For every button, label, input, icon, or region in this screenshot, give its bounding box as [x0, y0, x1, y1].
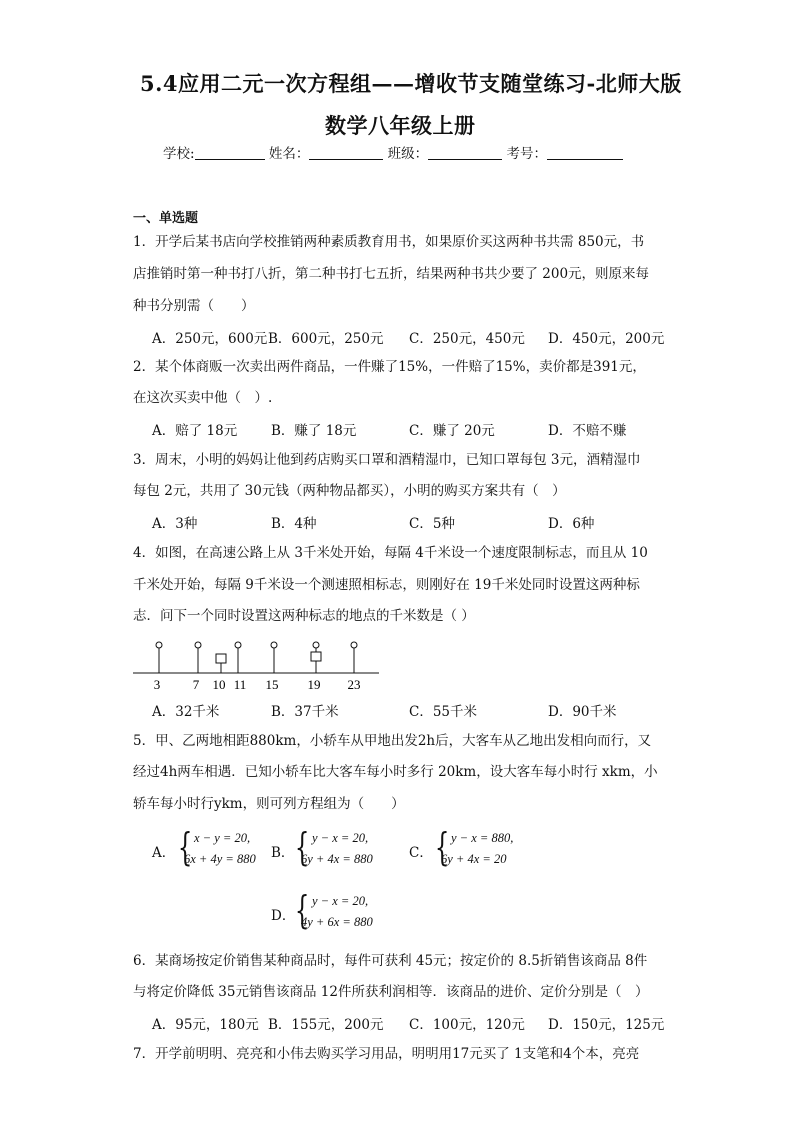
question-5-line-2: 经过4h两车相遇．已知小轿车比大客车每小时多行 20km，设大客车每小时行 xkm，小 [133, 764, 658, 780]
speed-limit-sign-3km [156, 642, 162, 673]
question-3-line-2: 每包 2元，共用了 30元钱（两种物品都买），小明的购买方案共有（ ） [133, 483, 566, 499]
q5-option-c-eq2: 6y + 4x = 20 [441, 852, 507, 866]
q6-option-c[interactable]: C．100元，120元 [409, 1017, 525, 1033]
page-title-line2: 数学八年级上册 [325, 113, 476, 138]
q5-option-a-label: A． [152, 845, 176, 861]
q5-option-c-eq1: y − x = 880, [451, 831, 514, 845]
q2-option-b[interactable]: B．赚了 18元 [271, 423, 357, 439]
q5-option-d-eq2: 4y + 6x = 880 [301, 915, 373, 929]
q1-option-a[interactable]: A．250元，600元 [152, 331, 268, 347]
tick-label-11: 11 [233, 677, 247, 692]
tick-label-19: 19 [307, 677, 321, 692]
question-4-line-1: 4．如图，在高速公路上从 3千米处开始，每隔 4千米设一个速度限制标志，而且从 10 [133, 545, 648, 561]
q4-option-c[interactable]: C．55千米 [409, 704, 478, 720]
q5-option-b-eq2: 6y + 4x = 880 [301, 852, 373, 866]
tick-label-10: 10 [212, 677, 226, 692]
question-6-line-1: 6．某商场按定价销售某种商品时，每件可获利 45元；按定价的 8.5折销售该商品 8件 [133, 953, 648, 969]
q5-option-b-label: B． [271, 845, 295, 861]
question-3-line-1: 3．周末，小明的妈妈让他到药店购买口罩和酒精湿巾，已知口罩每包 3元，酒精湿巾 [133, 452, 641, 468]
question-2-line-1: 2．某个体商贩一次卖出两件商品，一件赚了15%，一件赔了15%，卖价都是391元， [133, 359, 646, 375]
class-blank[interactable] [428, 145, 502, 160]
q4-option-a[interactable]: A．32千米 [152, 704, 220, 720]
q2-option-c[interactable]: C．赚了 20元 [409, 423, 495, 439]
q2-option-d[interactable]: D．不赔不赚 [548, 423, 627, 439]
speed-limit-sign-7km [195, 642, 201, 673]
school-blank[interactable] [195, 145, 265, 160]
q5-option-d-label: D． [271, 908, 296, 924]
q5-option-d-eq1: y − x = 20, [312, 894, 369, 908]
name-blank[interactable] [309, 145, 383, 160]
question-4-line-3: 志．问下一个同时设置这两种标志的地点的千米数是（ ） [133, 608, 475, 624]
name-label: 姓名： [268, 146, 310, 162]
school-label: 学校: [163, 146, 195, 162]
q5-option-a-brace: { [177, 825, 193, 869]
q5-option-b-eq1: y − x = 20, [312, 831, 369, 845]
q3-option-c[interactable]: C．5种 [409, 516, 455, 532]
tick-label-3: 3 [153, 677, 161, 692]
speed-limit-sign-23km [351, 642, 357, 673]
id-blank[interactable] [547, 145, 623, 160]
tick-label-7: 7 [192, 677, 200, 692]
q3-option-d[interactable]: D．6种 [548, 516, 595, 532]
q6-option-d[interactable]: D．150元，125元 [548, 1017, 665, 1033]
q5-option-a-eq1: x − y = 20, [194, 831, 251, 845]
q5-option-a-eq2: 6x + 4y = 880 [184, 852, 256, 866]
q3-option-a[interactable]: A．3种 [152, 516, 198, 532]
q1-option-b[interactable]: B．600元，250元 [268, 331, 384, 347]
q5-option-d-brace: { [294, 888, 310, 932]
speed-limit-sign-15km [271, 642, 277, 673]
question-5-line-3: 轿车每小时行ykm，则可列方程组为（ ） [133, 796, 405, 812]
q4-option-d[interactable]: D．90千米 [548, 704, 617, 720]
class-label: 班级： [387, 146, 429, 162]
speed-camera-sign-10km [216, 654, 226, 673]
section-heading: 一、单选题 [133, 211, 199, 226]
question-7-line-1: 7．开学前明明、亮亮和小伟去购买学习用品，明明用17元买了 1支笔和4个本，亮亮 [133, 1046, 640, 1062]
q5-option-c-label: C． [409, 845, 433, 861]
q5-option-c-brace: { [434, 825, 450, 869]
q1-option-d[interactable]: D．450元，200元 [548, 331, 665, 347]
q2-option-a[interactable]: A．赔了 18元 [152, 423, 238, 439]
question-1-line-2: 店推销时第一种书打八折，第二种书打七五折，结果两种书共少要了 200元，则原来每 [133, 266, 650, 282]
q6-option-b[interactable]: B．155元，200元 [268, 1017, 384, 1033]
question-6-line-2: 与将定价降低 35元销售该商品 12件所获利润相等．该商品的进价、定价分别是（ ） [133, 984, 649, 1000]
question-1-line-3: 种书分别需（ ） [133, 298, 255, 314]
q6-option-a[interactable]: A．95元，180元 [152, 1017, 259, 1033]
page-title-line1: 5.4应用二元一次方程组——增收节支随堂练习-北师大版 [140, 71, 682, 96]
question-1-line-1: 1．开学后某书店向学校推销两种素质教育用书，如果原价买这两种书共需 850元，书 [133, 234, 645, 250]
tick-label-15: 15 [265, 677, 279, 692]
student-info-line [163, 144, 623, 164]
question-5-line-1: 5．甲、乙两地相距880km，小轿车从甲地出发2h后，大客车从乙地出发相向而行，又 [133, 733, 652, 749]
question-4-line-2: 千米处开始，每隔 9千米设一个测速照相标志，则刚好在 19千米处同时设置这两种标 [133, 577, 640, 593]
speed-camera-sign-19km [311, 652, 321, 661]
highway-sign-diagram [133, 635, 383, 695]
id-label: 考号： [506, 146, 547, 162]
q3-option-b[interactable]: B．4种 [271, 516, 317, 532]
question-2-line-2: 在这次买卖中他（ ）. [133, 390, 273, 406]
q5-option-b-brace: { [294, 825, 310, 869]
speed-limit-sign-11km [235, 642, 241, 673]
tick-label-23: 23 [347, 677, 361, 692]
q4-option-b[interactable]: B．37千米 [271, 704, 339, 720]
q1-option-c[interactable]: C．250元，450元 [409, 331, 525, 347]
